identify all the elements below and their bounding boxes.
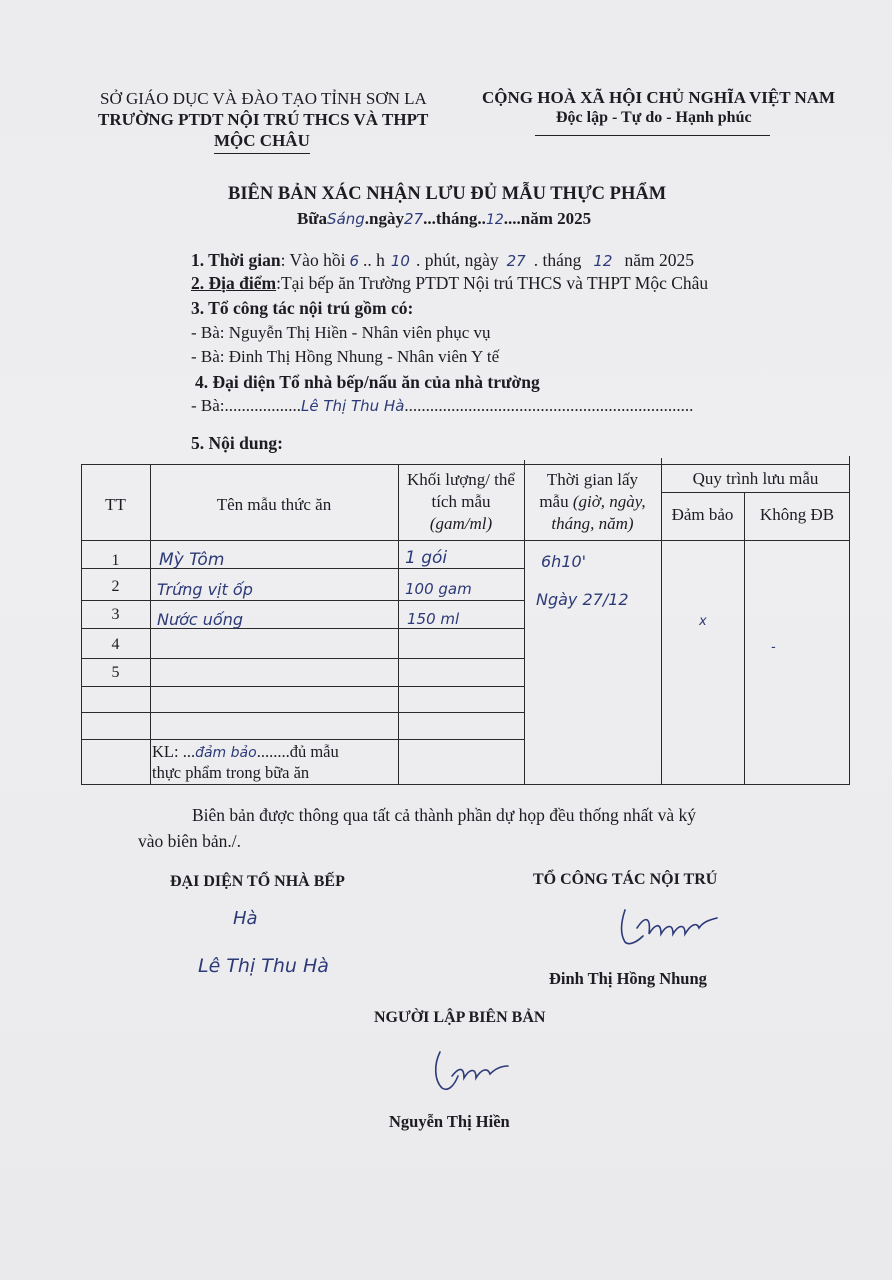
header-process: Quy trình lưu mẫu bbox=[692, 469, 819, 488]
header-ok: Đảm bảo bbox=[671, 505, 734, 524]
header-time-line3: tháng, năm) bbox=[551, 514, 634, 533]
row-3-qty: 150 ml bbox=[407, 610, 460, 628]
row-1-food: Mỳ Tôm bbox=[159, 550, 225, 570]
table-border-top bbox=[81, 464, 850, 465]
row-1-qty: 1 gói bbox=[405, 548, 448, 568]
section-team: 3. Tổ công tác nội trú gồm có: bbox=[191, 298, 414, 318]
notok-mark: - bbox=[771, 640, 776, 655]
kitchen-rep-title: ĐẠI DIỆN TỔ NHÀ BẾP bbox=[170, 873, 345, 890]
country-name: CỘNG HOÀ XÃ HỘI CHỦ NGHĨA VIỆT NAM bbox=[482, 88, 836, 107]
subtitle-month-label: ...tháng.. bbox=[423, 209, 486, 228]
conclusion-label: KL: bbox=[152, 742, 179, 761]
kitchen-signature-full: Lê Thị Thu Hà bbox=[198, 955, 329, 977]
header-notok: Không ĐB bbox=[759, 505, 835, 524]
boarding-team-name: Đinh Thị Hồng Nhung bbox=[549, 969, 707, 988]
location-text: :Tại bếp ăn Trường PTDT Nội trú THCS và THPT Mộc Châu bbox=[276, 273, 709, 293]
time-value-2: Ngày 27/12 bbox=[536, 590, 629, 609]
recorder-title: NGƯỜI LẬP BIÊN BẢN bbox=[374, 1009, 546, 1026]
subtitle-month: 12 bbox=[485, 212, 504, 228]
time-hour: 6 bbox=[349, 252, 359, 270]
table-row-line-4 bbox=[81, 658, 524, 659]
kitchen-rep-line bbox=[191, 396, 693, 416]
time-day: 27 bbox=[506, 252, 526, 270]
table-border-bottom bbox=[81, 784, 850, 785]
dept-name: SỞ GIÁO DỤC VÀ ĐÀO TẠO TỈNH SƠN LA bbox=[100, 89, 427, 108]
header-food-name: Tên mẫu thức ăn bbox=[216, 495, 332, 514]
table-row-line-2 bbox=[81, 600, 524, 601]
kitchen-rep-dots-a: .................. bbox=[224, 396, 302, 415]
time-text-d: . tháng bbox=[533, 250, 582, 270]
section-time bbox=[191, 250, 694, 271]
team-member-1: - Bà: Nguyễn Thị Hiền - Nhân viên phục vụ bbox=[191, 323, 491, 342]
header-time-line2a: mẫu bbox=[539, 492, 569, 511]
time-text-b: .. h bbox=[363, 250, 385, 270]
time-month: 12 bbox=[593, 252, 613, 270]
recorder-signature bbox=[430, 1046, 514, 1096]
conclusion-line1 bbox=[152, 742, 339, 762]
header-weight-line1: Khối lượng/ thể bbox=[407, 470, 515, 489]
row-4-tt: 4 bbox=[111, 636, 120, 653]
table-row-line-6 bbox=[81, 712, 524, 713]
sample-table bbox=[81, 456, 850, 785]
country-motto: Độc lập - Tự do - Hạnh phúc bbox=[556, 109, 752, 126]
subtitle-meal: Sáng bbox=[327, 210, 365, 228]
time-text-a: : Vào hồi bbox=[280, 250, 346, 270]
time-text-c: . phút, ngày bbox=[415, 250, 499, 270]
school-location: MỘC CHÂU bbox=[214, 131, 310, 150]
header-time-line1: Thời gian lấy bbox=[546, 470, 639, 489]
table-col-line-5 bbox=[744, 492, 745, 785]
header-right-underline bbox=[535, 135, 770, 136]
conclusion-rest: ........đủ mẫu bbox=[256, 742, 339, 761]
subtitle-day: 27 bbox=[404, 210, 424, 228]
section-location bbox=[191, 273, 708, 294]
closing-line1: Biên bản được thông qua tất cả thành phần dự họp đều thống nhất và ký bbox=[192, 805, 697, 825]
header-time-line2b: (giờ, ngày, bbox=[572, 492, 646, 511]
kitchen-rep-dots-b: .................................................................... bbox=[404, 396, 694, 415]
time-minute: 10 bbox=[390, 252, 410, 270]
conclusion-value: đảm bảo bbox=[195, 745, 257, 761]
subtitle-year: ....năm 2025 bbox=[503, 209, 592, 228]
kitchen-rep-prefix: - Bà: bbox=[191, 396, 225, 415]
row-2-tt: 2 bbox=[111, 578, 120, 595]
school-name: TRƯỜNG PTDT NỘI TRÚ THCS VÀ THPT bbox=[98, 110, 429, 129]
table-row-line-5 bbox=[81, 686, 524, 687]
header-left-underline bbox=[214, 153, 310, 154]
section-time-label: 1. Thời gian bbox=[191, 250, 281, 270]
closing-line2: vào biên bản./. bbox=[138, 831, 242, 851]
row-3-tt: 3 bbox=[111, 606, 120, 623]
conclusion-line2: thực phẩm trong bữa ăn bbox=[152, 763, 310, 782]
row-1-tt: 1 bbox=[111, 552, 120, 569]
section-kitchen-rep: 4. Đại diện Tổ nhà bếp/nấu ăn của nhà trường bbox=[195, 372, 540, 392]
section-location-label: 2. Địa điểm bbox=[191, 273, 277, 293]
row-3-food: Nước uống bbox=[157, 610, 244, 629]
section-content: 5. Nội dung: bbox=[191, 433, 283, 453]
ok-mark: x bbox=[699, 614, 707, 629]
team-member-2: - Bà: Đinh Thị Hồng Nhung - Nhân viên Y tế bbox=[191, 347, 500, 366]
subtitle-meal-prefix: Bữa bbox=[297, 209, 328, 228]
header-weight-line2: tích mẫu bbox=[431, 492, 491, 511]
header-weight-line3: (gam/ml) bbox=[429, 514, 493, 533]
time-text-e: năm 2025 bbox=[624, 250, 694, 270]
document-subtitle bbox=[297, 209, 591, 229]
row-2-food: Trứng vịt ốp bbox=[157, 580, 253, 599]
kitchen-rep-name: Lê Thị Thu Hà bbox=[301, 397, 405, 415]
document-title: BIÊN BẢN XÁC NHẬN LƯU ĐỦ MẪU THỰC PHẨM bbox=[228, 184, 667, 204]
table-row-line-3 bbox=[81, 628, 524, 629]
kitchen-signature-short: Hà bbox=[233, 908, 258, 929]
subtitle-day-label: .ngày bbox=[364, 209, 405, 228]
row-5-tt: 5 bbox=[111, 664, 120, 681]
table-header-bottom bbox=[81, 540, 850, 541]
header-tt: TT bbox=[105, 495, 126, 514]
table-row-line-7 bbox=[81, 739, 524, 740]
conclusion-dots: ... bbox=[178, 742, 196, 761]
recorder-name: Nguyễn Thị Hiền bbox=[389, 1112, 510, 1131]
header-weight bbox=[398, 469, 524, 535]
row-2-qty: 100 gam bbox=[405, 580, 472, 598]
boarding-signature bbox=[615, 898, 725, 954]
header-time bbox=[524, 469, 661, 535]
time-value-1: 6h10' bbox=[541, 552, 587, 571]
table-subheader-line bbox=[661, 492, 850, 493]
boarding-team-title: TỔ CÔNG TÁC NỘI TRÚ bbox=[533, 871, 718, 888]
header-time-line2 bbox=[524, 491, 661, 513]
